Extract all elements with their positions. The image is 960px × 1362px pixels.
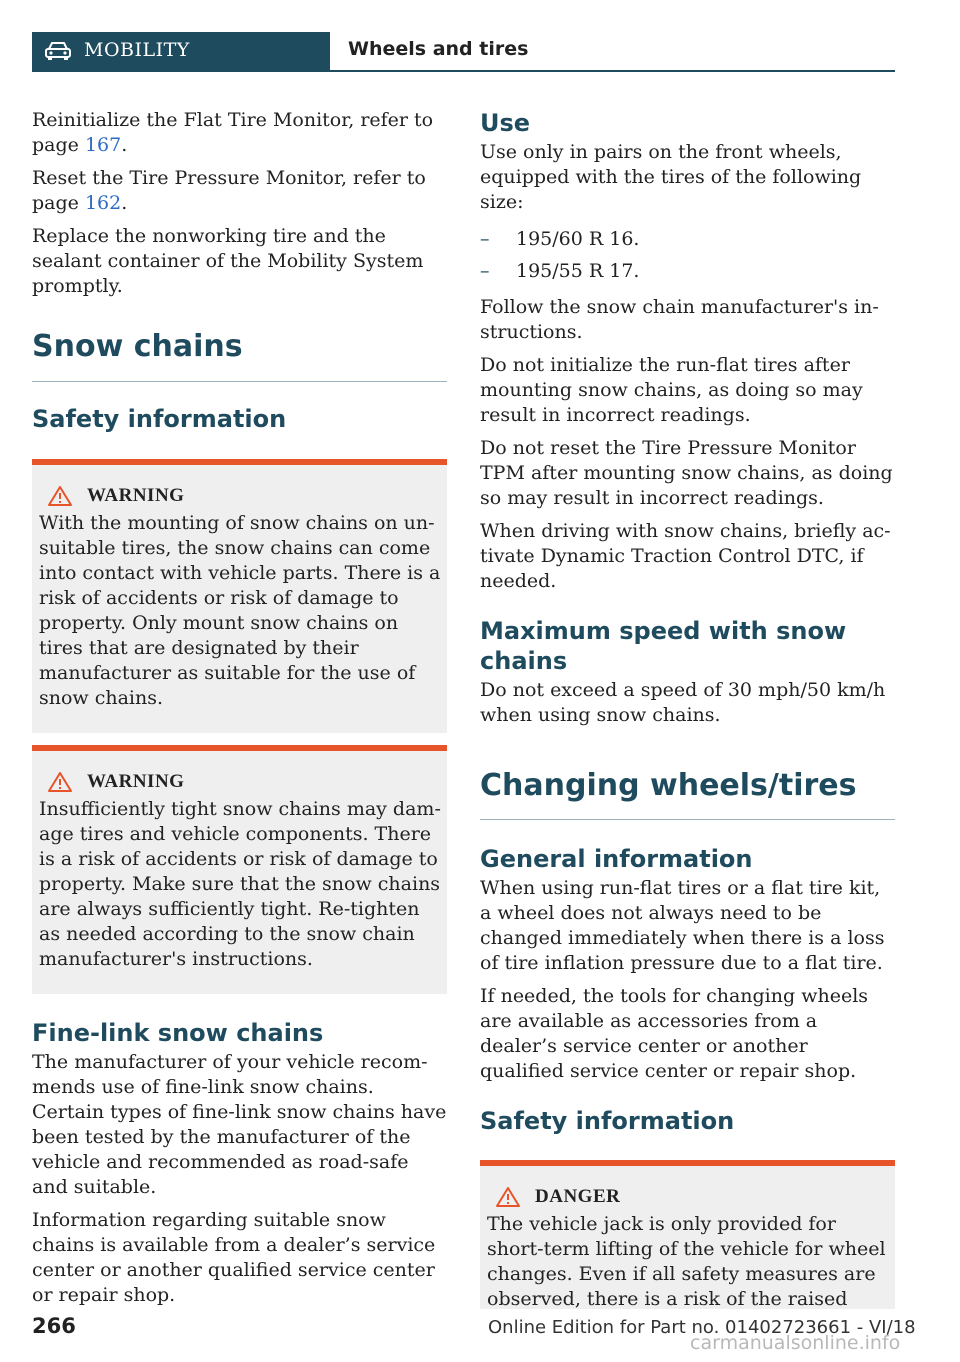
paragraph-fine-link-recommendation: The manufacturer of your vehicle recommends use of fine-link snow chains. Certain types of fine-link snow chains have been tested by the manufacturer of the vehicle and recommended as road-safe and suitable. [32,1051,447,1198]
warning-triangle-icon [495,1186,521,1208]
page-number: 266 [32,1314,76,1338]
heading-use: Use [480,109,531,137]
warning-box-unsuitable-tires [32,459,447,733]
heading-rule [32,381,447,382]
car-icon [44,41,72,61]
paragraph-dtc: When driving with snow chains, briefly activate Dynamic Traction Control DTC, if needed. [480,520,891,592]
paragraph-tire-pressure-monitor: Reset the Tire Pressure Monitor, refer to page 162. [32,167,426,214]
warning-triangle-icon [47,771,73,793]
paragraph-flat-tire-monitor: Reinitialize the Flat Tire Monitor, refer to page 167. [32,109,434,156]
list-item: – 195/55 R 17. [480,260,640,282]
watermark: carmanualsonline.info [690,1332,901,1354]
heading-snow-chains: Snow chains [32,329,243,364]
danger-text: The vehicle jack is only provided for short-term lifting of the vehicle for wheel changes. Even if all safety measures are observed, there is a risk of the raised [487,1213,886,1309]
danger-label: DANGER [535,1186,621,1207]
heading-general-information: General information [480,845,753,873]
page-link-162[interactable]: 162 [84,192,122,214]
heading-fine-link-snow-chains: Fine-link snow chains [32,1019,324,1047]
warning-triangle-icon [47,485,73,507]
heading-safety-information: Safety information [32,405,287,433]
page-link-167[interactable]: 167 [84,134,122,156]
paragraph-fine-link-information: Information regarding suitable snow chains is available from a dealer’s service center or another qualified service center or repair shop. [32,1209,436,1306]
chapter-title: Wheels and tires [348,38,529,60]
paragraph-follow-instructions: Follow the snow chain manufacturer's instructions. [480,296,879,343]
paragraph-tpm: Do not reset the Tire Pressure Monitor TPM after mounting snow chains, as doing so may result in incorrect readings. [480,437,893,509]
heading-maximum-speed: Maximum speed with snow chains [480,617,847,675]
edition-footer: Online Edition for Part no. 01402723661 - VI/18 [488,1317,916,1338]
header-rule [32,70,895,72]
paragraph-run-flat: Do not initialize the run-flat tires after mounting snow chains, as doing so may result in incorrect readings. [480,354,863,426]
danger-box-vehicle-jack [480,1160,895,1309]
list-item: – 195/60 R 16. [480,228,640,250]
warning-box-tight-chains [32,745,447,994]
paragraph-tools: If needed, the tools for changing wheels are available as accessories from a dealer’s service center or another qualified service center or repair shop. [480,985,869,1082]
right-column [480,108,895,1309]
paragraph-run-flat-general: When using run-flat tires or a flat tire kit, a wheel does not always need to be changed immediately when there is a loss of tire inflation pressure due to a flat tire. [480,877,885,974]
warning-text: With the mounting of snow chains on unsuitable tires, the snow chains can come into contact with vehicle parts. There is a risk of accidents or risk of damage to property. Only mount snow chains on tires that are designated by their manufacturer as suitable for the use of snow chains. [39,512,441,709]
tire-size-list [480,223,895,287]
warning-label: WARNING [87,771,185,792]
heading-rule [480,819,895,820]
heading-safety-information-2: Safety information [480,1107,735,1135]
paragraph-use-pairs: Use only in pairs on the front wheels, equipped with the tires of the following size: [480,141,862,213]
paragraph-replace-tire: Replace the nonworking tire and the sealant container of the Mobility System promptly. [32,225,424,297]
paragraph-maximum-speed: Do not exceed a speed of 30 mph/50 km/h when using snow chains. [480,679,886,726]
page-header [32,32,895,72]
heading-changing-wheels: Changing wheels/tires [480,768,857,803]
section-title: MOBILITY [84,39,190,61]
left-column [32,108,447,1316]
warning-label: WARNING [87,485,185,506]
warning-text: Insufficiently tight snow chains may damage tires and vehicle components. There is a risk of accidents or risk of damage to property. Make sure that the snow chains are always sufficiently tight. Re-tighten as needed according to the snow chain manufacturer's instructions. [39,798,441,970]
section-tab [32,32,330,70]
